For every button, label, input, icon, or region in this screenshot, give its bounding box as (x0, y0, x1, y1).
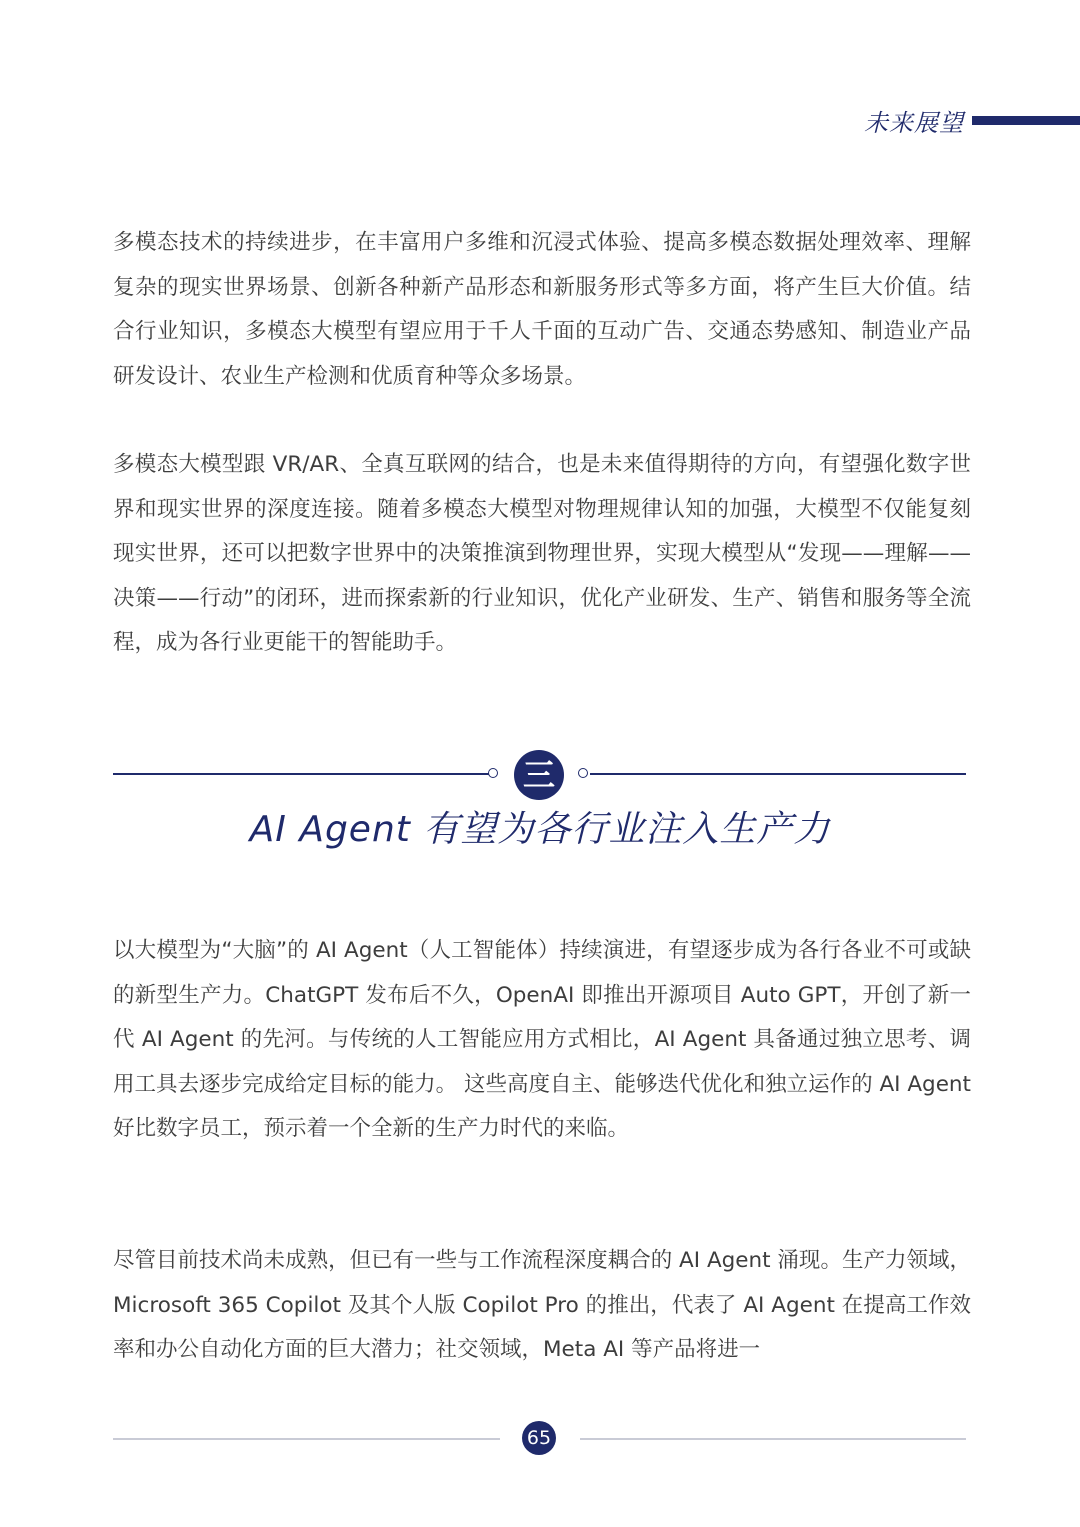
footer-rule-left (113, 1438, 500, 1440)
section-paragraph-1: 以大模型为“大脑”的 AI Agent（人工智能体）持续演进，有望逐步成为各行各业不可或缺的新型生产力。ChatGPT 发布后不久，OpenAI 即推出开源项目 Auto GPT，开创了新一代 AI Agent 的先河。与传统的人工智能应用方式相比，AI Agent 具备通过独立思考、调用工具去逐步完成给定目标的能力。 这些高度自主、能够迭代优化和独立运作的 AI Agent 好比数字员工，预示着一个全新的生产力时代的来临。 (113, 938, 971, 1141)
section-divider-right (590, 773, 966, 775)
body-paragraph-2: 多模态大模型跟 VR/AR、全真互联网的结合，也是未来值得期待的方向，有望强化数字世界和现实世界的深度连接。随着多模态大模型对物理规律认知的加强，大模型不仅能复刻现实世界，还可以把数字世界中的决策推演到物理世界，实现大模型从“发现——理解——决策——行动”的闭环，进而探索新的行业知识，优化产业研发、生产、销售和服务等全流程，成为各行业更能干的智能助手。 (113, 452, 971, 655)
footer-rule-right (580, 1438, 966, 1440)
header-accent-bar (972, 116, 1080, 125)
running-header (864, 100, 1080, 140)
body-paragraph-1: 多模态技术的持续进步，在丰富用户多维和沉浸式体验、提高多模态数据处理效率、理解复杂的现实世界场景、创新各种新产品形态和新服务形式等多方面，将产生巨大价值。结合行业知识，多模态大模型有望应用于千人千面的互动广告、交通态势感知、制造业产品研发设计、农业生产检测和优质育种等众多场景。 (113, 230, 971, 389)
section-divider-left (113, 773, 489, 775)
page-number: 65 (522, 1421, 556, 1455)
section-heading: AI Agent 有望为各行业注入生产力 (249, 809, 831, 850)
section-divider-dot-left (488, 768, 498, 778)
chapter-title: 未来展望 (864, 108, 964, 137)
section-number: 三 (522, 756, 555, 794)
section-paragraph-2: 尽管目前技术尚未成熟，但已有一些与工作流程深度耦合的 AI Agent 涌现。生产力领域，Microsoft 365 Copilot 及其个人版 Copilot Pro 的推出，代表了 AI Agent 在提高工作效率和办公自动化方面的巨大潜力；社交领域，Meta AI 等产品将进一 (113, 1248, 971, 1362)
section-number-badge (514, 750, 564, 800)
section-divider-dot-right (578, 768, 588, 778)
